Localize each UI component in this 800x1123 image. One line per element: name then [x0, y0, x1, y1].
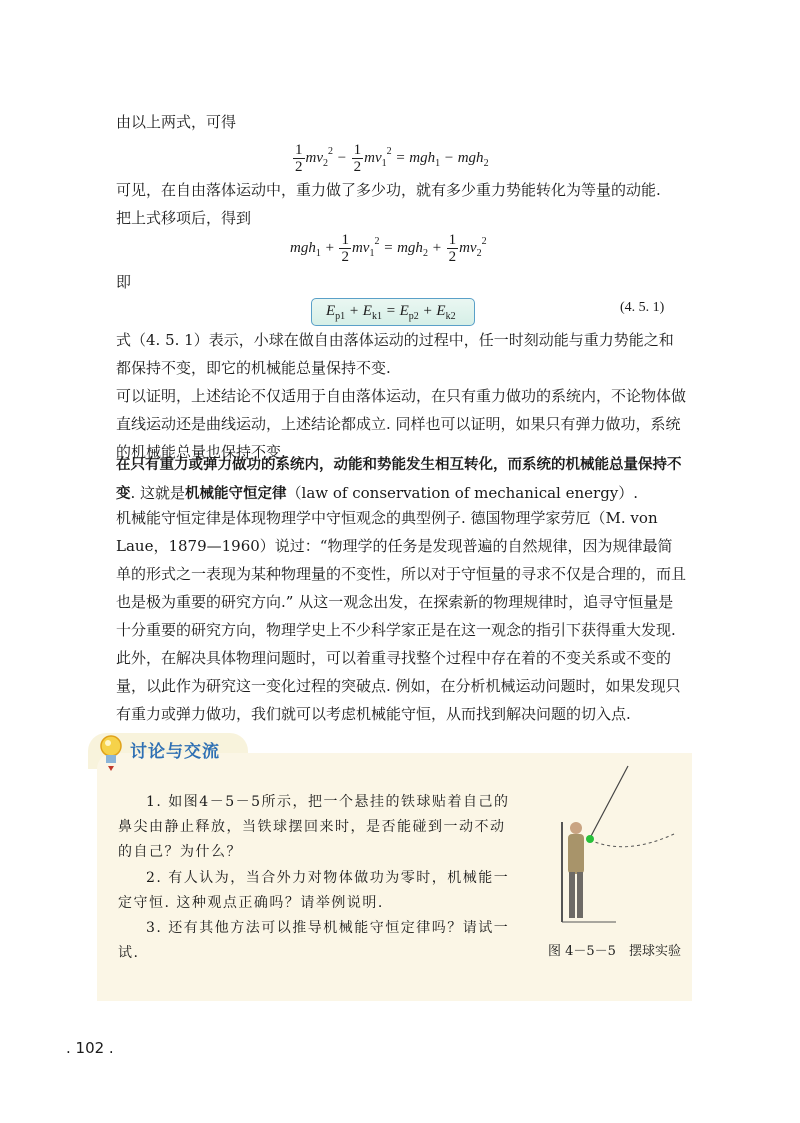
para-intro: 由以上两式，可得: [116, 113, 237, 131]
para-prove: 可以证明，上述结论不仅适用于自由落体运动，在只有重力做功的系统内，不论物体做直线运动还是曲线运动，上述结论都成立. 同样也可以证明，如果只有弹力做功，系统的机械能总量也保持不变.: [116, 387, 687, 461]
pendulum-experiment-figure: [556, 764, 682, 924]
discussion-question-2: 2. 有人认为，当合外力对物体做功为零时，机械能一定守恒. 这种观点正确吗？请举例说明.: [118, 870, 510, 911]
para-ji: 即: [116, 273, 132, 291]
para-451-explain: 式（4. 5. 1）表示，小球在做自由落体运动的过程中，任一时刻动能与重力势能之和都保持不变，即它的机械能总量保持不变.: [116, 331, 674, 377]
para-free-fall: 可见，在自由落体运动中，重力做了多少功，就有多少重力势能转化为等量的动能.: [116, 181, 661, 199]
equation-number: (4. 5. 1): [620, 300, 665, 315]
lightbulb-icon: [96, 732, 126, 772]
law-statement: 在只有重力或弹力做功的系统内，动能和势能发生相互转化，而系统的机械能总量保持不变: [116, 457, 682, 502]
discussion-question-3: 3. 还有其他方法可以推导机械能守恒定律吗？请试一试.: [118, 920, 510, 961]
equation-energy-balance: mgh$_1$ + $\frac{1}{2}$ $mv_1^2 = mgh_2$ + $\frac{1}{2}$ $mv_2^2$: [290, 232, 487, 265]
para-move-terms: 把上式移项后，得到: [116, 209, 252, 227]
law-name: 机械能守恒定律: [185, 486, 287, 502]
page-number: . 102 .: [66, 1039, 114, 1057]
equation-energy-diff: $\frac{1}{2}$ $mv_2^2$ − $\frac{1}{2}$ $mv_1^2 = mgh_1 - mgh_2$: [295, 142, 489, 175]
para-laue: 机械能守恒定律是体现物理学中守恒观念的典型例子. 德国物理学家劳厄（M. von Laue，1879—1960）说过：“物理学的任务是发现普遍的自然规律，因为规律最简单的形式之一表现为某种物理量的不变性，所以对于守恒量的寻求不仅是合理的，而且也是极为重要的研究方向.” 从这一观念出发，在探索新的物理规律时，追寻守恒量是十分重要的研究方向，物理学史上不少科学家正是在这一观念的指引下获得重大发现. 此外，在解决具体物理问题时，可以着重寻找整个过程中存在着的不变关系或不变的量，以此作为研究这一变化过程的突破点. 例如，在分析机械运动问题时，如果发现只有重力或弹力做功，我们就可以考虑机械能守恒，从而找到解决问题的切入点.: [116, 509, 687, 723]
discussion-title: 讨论与交流: [130, 742, 220, 762]
figure-caption: 图 4－5－5 摆球实验: [548, 944, 681, 959]
equation-box-451: $E_{p1} + E_{k1} = E_{p2} + E_{k2}$: [311, 298, 475, 326]
discussion-question-1: 1. 如图4－5－5所示，把一个悬挂的铁球贴着自己的鼻尖由静止释放，当铁球摆回来时，是否能碰到一动不动的自己？为什么？: [118, 794, 510, 860]
para-law: 在只有重力或弹力做功的系统内，动能和势能发生相互转化，而系统的机械能总量保持不变. 这就是机械能守恒定律（law of conservation of mechanical energy）.: [116, 457, 682, 502]
